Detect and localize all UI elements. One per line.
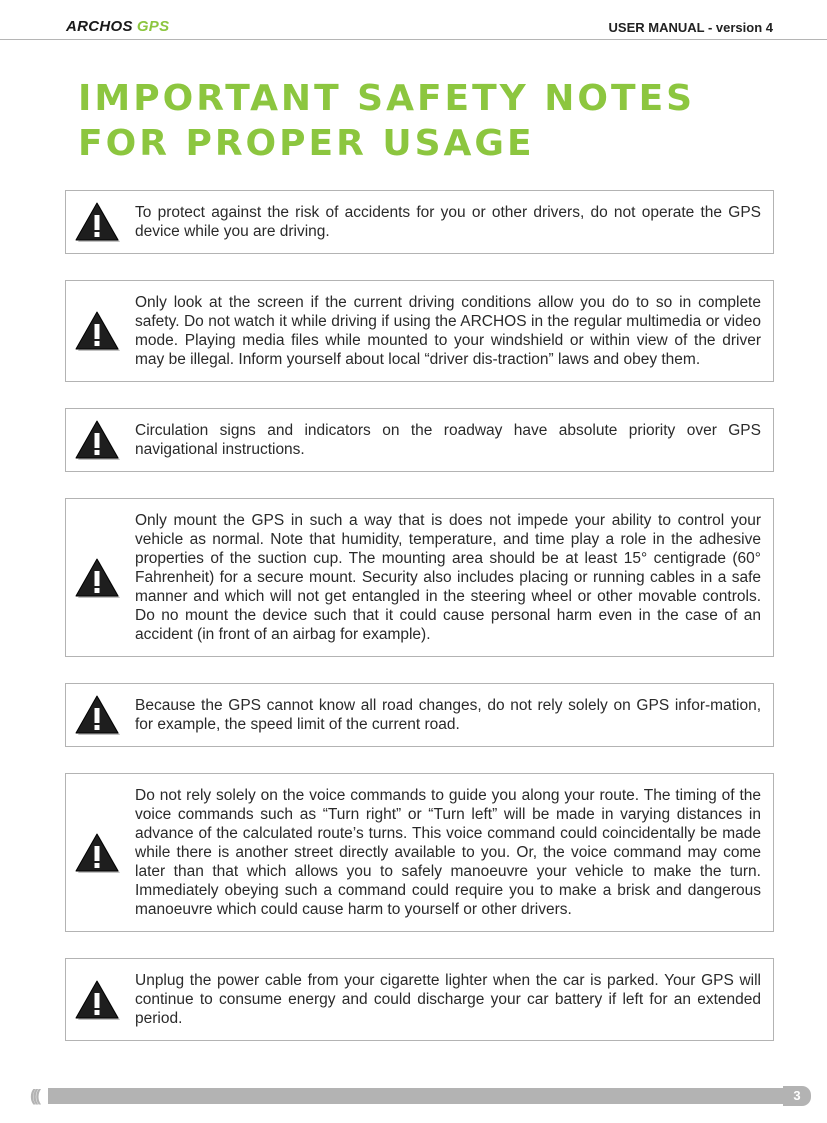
safety-note	[65, 683, 774, 747]
brand-secondary: GPS	[136, 18, 170, 35]
safety-note	[65, 280, 774, 382]
warning-triangle-icon	[75, 310, 121, 352]
safety-note	[65, 498, 774, 657]
warning-triangle-icon	[75, 419, 121, 461]
page-number: 3	[783, 1086, 811, 1106]
safety-note-text: Only look at the screen if the current driving conditions allow you do to so in complete safety. Do not watch it while driving if using the ARCHOS in the regular multimedia or video mode. Playing media files while mounted to your windshield or within view of the driver may be illegal. Inform yourself about local “driver dis-traction” laws and obey them.	[135, 294, 761, 368]
warning-triangle-icon	[75, 694, 121, 736]
page-title-line-2: FOR PROPER USAGE	[78, 123, 535, 164]
page-title-line-1: IMPORTANT SAFETY NOTES	[78, 78, 696, 119]
brand-primary: ARCHOS	[66, 18, 133, 35]
page-title	[78, 76, 778, 166]
warning-triangle-icon	[75, 979, 121, 1021]
safety-note-text: To protect against the risk of accidents for you or other drivers, do not operate the GPS device while you are driving.	[135, 204, 761, 240]
warning-triangle-icon	[75, 832, 121, 874]
manual-version-label: USER MANUAL - version 4	[608, 20, 773, 35]
safety-note	[65, 190, 774, 254]
footer-decoration: (((	[30, 1086, 38, 1105]
brand-logo	[66, 18, 169, 35]
safety-note-text: Unplug the power cable from your cigarette lighter when the car is parked. Your GPS will continue to consume energy and could discharge your car battery if left for an extended period.	[135, 972, 761, 1027]
footer-bar	[48, 1088, 783, 1104]
safety-note-text: Circulation signs and indicators on the roadway have absolute priority over GPS navigational instructions.	[135, 422, 761, 458]
safety-note-text: Because the GPS cannot know all road changes, do not rely solely on GPS infor-mation, for example, the speed limit of the current road.	[135, 697, 761, 733]
safety-note	[65, 958, 774, 1041]
safety-note	[65, 773, 774, 932]
safety-note	[65, 408, 774, 472]
warning-triangle-icon	[75, 557, 121, 599]
safety-note-text: Only mount the GPS in such a way that is does not impede your ability to control your vehicle as normal. Note that humidity, temperature, and time play a role in the adhesive properties of the suction cup. The mounting area should be at least 15° centigrade (60° Fahrenheit) for a secure mount. Security also includes placing or running cables in a safe manner and which will not get entangled in the steering wheel or other movable controls. Do no mount the device such that it could cause personal harm even in the case of an accident (in front of an airbag for example).	[135, 512, 761, 643]
safety-note-text: Do not rely solely on the voice commands to guide you along your route. The timing of the voice commands such as “Turn right” or “Turn left” will be made in varying distances in advance of the calculated route’s turns. This voice command could coincidentally be made while there is another street directly available to you. Or, the voice command may come later than that which allows you to safely manoeuvre your vehicle to make the turn. Immediately obeying such a command could require you to make a brisk and dangerous manoeuvre which could cause harm to yourself or other drivers.	[135, 787, 761, 918]
safety-notes-list	[65, 190, 774, 1067]
page-header	[0, 0, 827, 40]
warning-triangle-icon	[75, 201, 121, 243]
